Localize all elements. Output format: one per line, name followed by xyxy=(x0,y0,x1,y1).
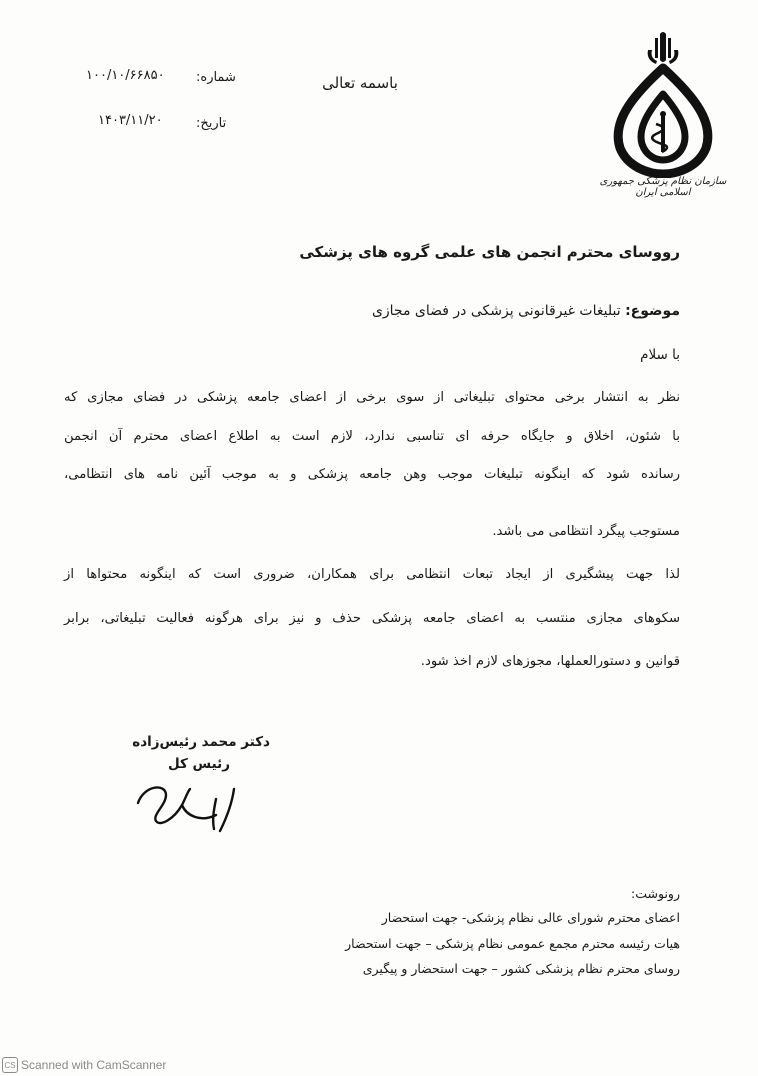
paragraph-1-line: مستوجب پیگرد انتظامی می باشد. xyxy=(492,524,680,539)
basmala-heading: باسمه تعالی xyxy=(322,74,398,92)
cc-recipient: روسای محترم نظام پزشکی کشور – جهت استحضار و پیگیری xyxy=(362,961,680,976)
cc-recipient: اعضای محترم شورای عالی نظام پزشکی- جهت استحضار xyxy=(381,910,680,925)
cc-heading: رونوشت: xyxy=(631,886,680,901)
date-label: تاریخ: xyxy=(196,116,227,131)
handwritten-signature-icon xyxy=(130,775,260,835)
watermark-text: Scanned with CamScanner xyxy=(21,1058,167,1072)
medical-council-emblem-icon xyxy=(600,28,726,178)
camscanner-logo-icon: CS xyxy=(2,1057,18,1073)
paragraph-1-line: با شئون، اخلاق و جایگاه حرفه ای تناسبی ندارد، لازم است به اطلاع اعضای محترم آن انجمن xyxy=(64,429,680,444)
greeting: با سلام xyxy=(640,347,680,363)
subject-line xyxy=(250,303,680,319)
letter-number: ۱۰۰/۱۰/۶۶۸۵۰ xyxy=(86,68,165,83)
letter-date: ۱۴۰۳/۱۱/۲۰ xyxy=(98,113,163,128)
subject-text: تبلیغات غیرقانونی پزشکی در فضای مجازی xyxy=(371,303,621,319)
paragraph-1-line: نظر به انتشار برخی محتوای تبلیغاتی از سوی برخی از اعضای جامعه پزشکی در فضای مجازی که xyxy=(64,390,680,405)
addressee: رووسای محترم انجمن های علمی گروه های پزشکی xyxy=(299,243,680,261)
cc-recipient: هیات رئیسه محترم مجمع عمومی نظام پزشکی – جهت استحضار xyxy=(345,936,680,951)
organization-name: سازمان نظام پزشکی جمهوری اسلامی ایران xyxy=(599,176,727,198)
subject-label: موضوع: xyxy=(625,303,680,319)
signatory-title: رئیس کل xyxy=(167,756,230,772)
number-label: شماره: xyxy=(196,70,236,85)
paragraph-2-line: سکوهای مجازی منتسب به اعضای جامعه پزشکی حذف و نیز برای هرگونه فعالیت تبلیغاتی، برابر xyxy=(64,611,680,626)
paragraph-1-line: رسانده شود که اینگونه تبلیغات موجب وهن جامعه پزشکی و به موجب آئین نامه های انتظامی، xyxy=(64,467,680,482)
camscanner-watermark xyxy=(2,1057,166,1073)
paragraph-2-line: لذا جهت پیشگیری از ایجاد تبعات انتظامی برای همکاران، ضروری است که اینگونه محتواها از xyxy=(64,567,680,582)
signatory-name: دکتر محمد رئیس‌زاده xyxy=(132,734,270,750)
organization-logo xyxy=(588,28,738,198)
paragraph-2-line: قوانین و دستورالعملها، مجوزهای لازم اخذ شود. xyxy=(420,654,680,669)
